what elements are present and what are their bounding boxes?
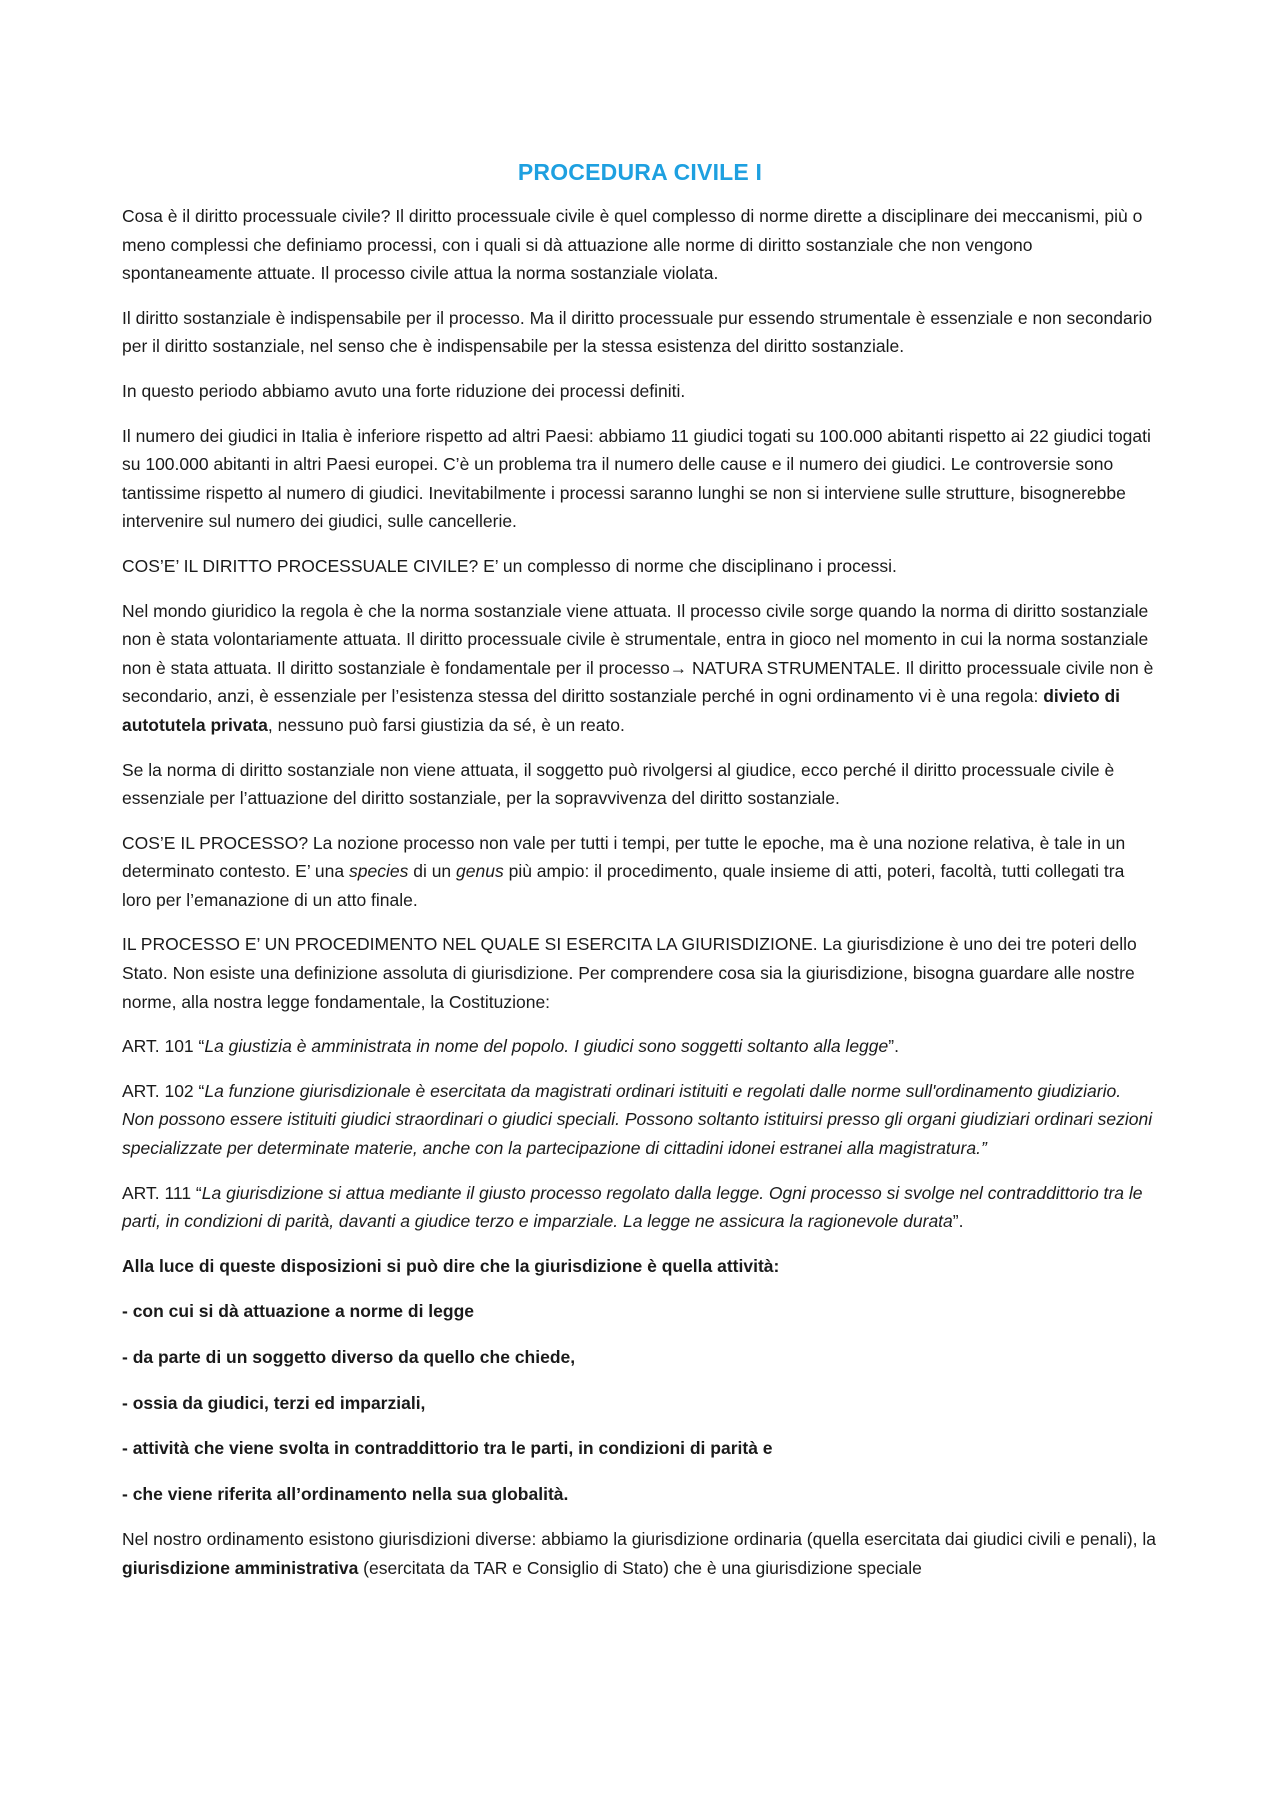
document-title: PROCEDURA CIVILE I [517, 159, 763, 185]
article-111 [122, 1179, 1158, 1236]
italic-term-species: species [349, 861, 409, 882]
text-span: , nessuno può farsi giustizia da sé, è un reato. [267, 714, 625, 735]
paragraph-riduzione: In questo periodo abbiamo avuto una forte riduzione dei processi definiti. [122, 380, 686, 401]
paragraph-intro: Cosa è il diritto processuale civile? Il diritto processuale civile è quel complesso di norme dirette a disciplinare dei meccanismi, più o meno complessi che definiamo processi, con i quali si dà attuazione alle norme di diritto sostanziale che non vengono spontaneamente attuate. Il processo civile attua la norma sostanziale violata. [122, 206, 1143, 284]
list-item: - con cui si dà attuazione a norme di legge [122, 1301, 475, 1322]
text-span: più ampio: il procedimento, quale insieme di atti, poteri, facoltà, tutti collegati tra loro per l’emanazione di un atto finale. [122, 861, 1125, 910]
text-span: di un [408, 861, 457, 882]
text-span: (esercitata da TAR e Consiglio di Stato) che è una giurisdizione speciale [358, 1557, 922, 1578]
text-span: Nel mondo giuridico la regola è che la norma sostanziale viene attuata. Il processo civile sorge quando la norma di diritto sostanziale non è stata volontariamente attuata. Il diritto processuale civile è strumentale, entra in gioco nel momento in cui la norma sostanziale non è stata attuata. Il diritto sostanziale è fondamentale per il processo→ NATURA STRUMENTALE. Il diritto processuale civile non è secondario, anzi, è essenziale per l’esistenza stessa del diritto sostanziale perché in ogni ordinamento vi è una regola: [122, 600, 1154, 707]
list-item: - che viene riferita all’ordinamento nella sua globalità. [122, 1483, 569, 1504]
article-label: ART. 111 “ [122, 1182, 202, 1203]
bold-term-autotutela: divieto di autotutela privata [122, 686, 1121, 735]
paragraph-giurisdizione: IL PROCESSO E’ UN PROCEDIMENTO NEL QUALE SI ESERCITA LA GIURISDIZIONE. La giurisdizione è uno dei tre poteri dello Stato. Non esiste una definizione assoluta di giurisdizione. Per comprendere cosa sia la giurisdizione, bisogna guardare alle nostre norme, alla nostra legge fondamentale, la Costituzione: [122, 934, 1137, 1012]
list-lead: Alla luce di queste disposizioni si può dire che la giurisdizione è quella attività: [122, 1255, 780, 1276]
paragraph-natura-strumentale [122, 597, 1158, 740]
article-label: ART. 101 “ [122, 1036, 205, 1057]
article-quote: La giurisdizione si attua mediante il giusto processo regolato dalla legge. Ogni processo si svolge nel contraddittorio tra le parti, in condizioni di parità, davanti a giudice terzo e imparziale. La legge ne assicura la ragionevole durata [122, 1182, 1143, 1232]
article-label: ART. 102 “ [122, 1080, 205, 1101]
paragraph-definizione: COS’E’ IL DIRITTO PROCESSUALE CIVILE? E’ un complesso di norme che disciplinano i processi. [122, 555, 897, 576]
article-102 [122, 1077, 1158, 1163]
paragraph-giurisdizioni-diverse [122, 1525, 1158, 1582]
document-page [122, 156, 1158, 1599]
article-quote: La funzione giurisdizionale è esercitata da magistrati ordinari istituiti e regolati dalle norme sull'ordinamento giudiziario. Non possono essere istituiti giudici straordinari o giudici speciali. Possono soltanto istituirsi presso gli organi giudiziari ordinari sezioni specializzate per determinate materie, anche con la partecipazione di cittadini idonei estranei alla magistratura.” [122, 1080, 1153, 1159]
list-item: - ossia da giudici, terzi ed imparziali, [122, 1392, 426, 1413]
paragraph-sostanziale: Il diritto sostanziale è indispensabile per il processo. Ma il diritto processuale pur essendo strumentale è essenziale e non secondario per il diritto sostanziale, nel senso che è indispensabile per la stessa esistenza del diritto sostanziale. [122, 307, 1153, 357]
bold-term-amministrativa: giurisdizione amministrativa [122, 1557, 359, 1578]
text-span: ”. [952, 1211, 964, 1232]
paragraph-processo [122, 829, 1158, 915]
article-quote: La giustizia è amministrata in nome del popolo. I giudici sono soggetti soltanto alla legge [204, 1036, 889, 1057]
text-span: Nel nostro ordinamento esistono giurisdizioni diverse: abbiamo la giurisdizione ordinaria (quella esercitata dai giudici civili e penali), la [122, 1529, 1157, 1550]
text-span: COS’E IL PROCESSO? La nozione processo non vale per tutti i tempi, per tutte le epoche, ma è una nozione relativa, è tale in un determinato contesto. E’ una [122, 832, 1126, 882]
italic-term-genus: genus [456, 861, 504, 882]
list-item: - da parte di un soggetto diverso da quello che chiede, [122, 1347, 576, 1367]
list-item: - attività che viene svolta in contraddittorio tra le parti, in condizioni di parità e [122, 1438, 773, 1459]
paragraph-numero-giudici: Il numero dei giudici in Italia è inferiore rispetto ad altri Paesi: abbiamo 11 giudici togati su 100.000 abitanti rispetto ai 22 giudici togati su 100.000 abitanti in altri Paesi europei. C’è un problema tra il numero delle cause e il numero dei giudici. Le controversie sono tantissime rispetto al numero di giudici. Inevitabilmente i processi saranno lunghi se non si interviene sulle strutture, bisognerebbe intervenire sul numero dei giudici, sulle cancellerie. [122, 425, 1151, 532]
text-span: ”. [888, 1036, 899, 1057]
paragraph-attuazione: Se la norma di diritto sostanziale non viene attuata, il soggetto può rivolgersi al giudice, ecco perché il diritto processuale civile è essenziale per l’attuazione del diritto sostanziale, per la sopravvivenza del diritto sostanziale. [122, 759, 1115, 809]
article-101 [122, 1032, 1158, 1061]
